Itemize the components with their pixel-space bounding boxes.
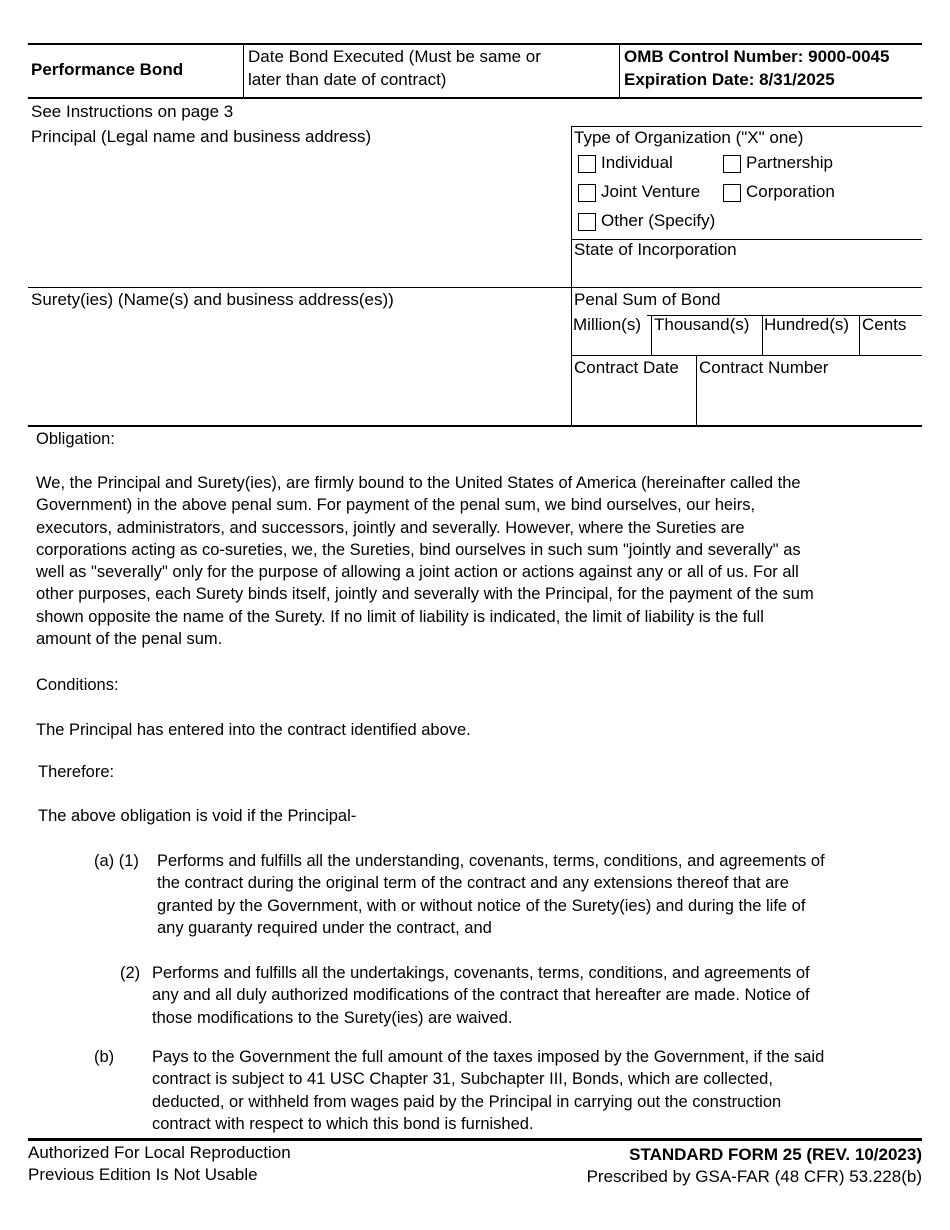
right-column-divider bbox=[571, 126, 572, 426]
penal-sum-label: Penal Sum of Bond bbox=[574, 290, 721, 309]
organization-label: Type of Organization ("X" one) bbox=[574, 128, 804, 147]
hundreds-input[interactable] bbox=[764, 336, 858, 354]
see-instructions: See Instructions on page 3 bbox=[31, 102, 234, 121]
thousands-label: Thousand(s) bbox=[654, 315, 750, 334]
item-b-line: contract with respect to which this bond is furnished. bbox=[152, 1114, 534, 1133]
cents-label: Cents bbox=[862, 315, 907, 334]
footer-rule bbox=[28, 1138, 922, 1141]
state-of-incorporation-label: State of Incorporation bbox=[574, 240, 737, 259]
corporation-label: Corporation bbox=[746, 182, 835, 201]
surety-input[interactable] bbox=[30, 313, 566, 423]
item-a2-line: any and all duly authorized modifications of the contract that hereafter are made. Notice of bbox=[152, 986, 810, 1005]
conditions-heading: Conditions: bbox=[36, 676, 119, 694]
header-divider-1 bbox=[243, 44, 244, 98]
obligation-line: other purposes, each Surety binds itself, jointly and severally with the Principal, for the payment of the sum bbox=[36, 585, 814, 604]
item-a1-line: Performs and fulfills all the understanding, covenants, terms, conditions, and agreements of bbox=[157, 852, 825, 870]
corporation-checkbox[interactable] bbox=[723, 184, 741, 202]
millions-input[interactable] bbox=[573, 336, 650, 354]
contract-date-input[interactable] bbox=[574, 381, 694, 423]
surety-top-border bbox=[28, 287, 922, 288]
date-executed-label-line2: later than date of contract) bbox=[248, 70, 447, 89]
obligation-line: executors, administrators, and successors, jointly and severally. However, where the Sureties are bbox=[36, 518, 745, 537]
item-b-text bbox=[152, 1046, 824, 1135]
obligation-line: corporations acting as co-sureties, we, the Sureties, bind ourselves in such sum "jointly and severally" as bbox=[36, 540, 801, 559]
therefore-text: The above obligation is void if the Principal- bbox=[38, 807, 357, 825]
expiration-date: Expiration Date: 8/31/2025 bbox=[624, 70, 835, 89]
item-a1-line: granted by the Government, with or without notice of the Surety(ies) and during the life of bbox=[157, 896, 806, 915]
obligation-line: amount of the penal sum. bbox=[36, 630, 223, 649]
item-b-line: Pays to the Government the full amount of the taxes imposed by the Government, if the said bbox=[152, 1048, 825, 1066]
top-border bbox=[28, 43, 922, 45]
partnership-checkbox[interactable] bbox=[723, 155, 741, 173]
item-a2-label: (2) bbox=[120, 964, 141, 982]
item-a1-line: any guaranty required under the contract, and bbox=[157, 918, 492, 937]
obligation-line: well as "severally" only for the purpose of allowing a joint action or actions against any or all of us. For all bbox=[36, 563, 799, 582]
item-b-label: (b) bbox=[94, 1048, 115, 1066]
item-a2-line: those modifications to the Surety(ies) are waived. bbox=[152, 1008, 513, 1027]
header-bottom-border bbox=[28, 97, 922, 99]
omb-control-number: OMB Control Number: 9000-0045 bbox=[624, 47, 890, 66]
obligation-line: shown opposite the name of the Surety. If no limit of liability is indicated, the limit of liability is the full bbox=[36, 607, 764, 626]
state-of-incorporation-input[interactable] bbox=[574, 262, 920, 286]
hundreds-label: Hundred(s) bbox=[764, 315, 850, 334]
item-a1-line: the contract during the original term of the contract and any extensions thereof that are bbox=[157, 874, 789, 893]
joint-venture-checkbox[interactable] bbox=[578, 184, 596, 202]
therefore-heading: Therefore: bbox=[38, 763, 115, 781]
thousands-input[interactable] bbox=[653, 336, 761, 354]
principal-label: Principal (Legal name and business address) bbox=[31, 127, 372, 146]
obligation-heading: Obligation: bbox=[36, 430, 115, 448]
contract-number-input[interactable] bbox=[699, 381, 920, 423]
obligation-line: Government) in the above penal sum. For payment of the penal sum, we bind ourselves, our heirs, bbox=[36, 496, 756, 515]
footer-previous-edition: Previous Edition Is Not Usable bbox=[28, 1165, 258, 1184]
individual-checkbox[interactable] bbox=[578, 155, 596, 173]
date-executed-label-line1: Date Bond Executed (Must be same or bbox=[248, 47, 541, 66]
contract-top-border bbox=[571, 355, 922, 356]
partnership-label: Partnership bbox=[746, 153, 833, 172]
standard-form-number: STANDARD FORM 25 (REV. 10/2023) bbox=[629, 1145, 922, 1164]
principal-input[interactable] bbox=[30, 150, 566, 284]
item-b-line: contract is subject to 41 USC Chapter 31, Subchapter III, Bonds, which are collected, bbox=[152, 1070, 773, 1089]
item-a1-text bbox=[157, 850, 825, 939]
header-divider-2 bbox=[619, 44, 620, 98]
item-b-line: deducted, or withheld from wages paid by the Principal in carrying out the construction bbox=[152, 1092, 782, 1111]
obligation-paragraph bbox=[36, 472, 814, 650]
joint-venture-label: Joint Venture bbox=[601, 182, 701, 201]
contract-number-label: Contract Number bbox=[699, 358, 829, 377]
contract-divider bbox=[696, 355, 697, 426]
penal-col-divider-1 bbox=[651, 315, 652, 355]
individual-label: Individual bbox=[601, 153, 673, 172]
item-a2-text bbox=[152, 962, 810, 1029]
penal-col-divider-3 bbox=[859, 315, 860, 355]
millions-label: Million(s) bbox=[573, 315, 641, 334]
footer-reproduction: Authorized For Local Reproduction bbox=[28, 1143, 291, 1162]
contract-date-label: Contract Date bbox=[574, 358, 679, 377]
obligation-line: We, the Principal and Surety(ies), are firmly bound to the United States of America (hereinafter called the bbox=[36, 474, 801, 492]
table-bottom-border bbox=[28, 425, 922, 427]
form-title: Performance Bond bbox=[31, 60, 184, 79]
cents-input[interactable] bbox=[861, 336, 921, 354]
other-checkbox[interactable] bbox=[578, 213, 596, 231]
penal-col-divider-2 bbox=[762, 315, 763, 355]
other-label: Other (Specify) bbox=[601, 211, 716, 230]
surety-label: Surety(ies) (Name(s) and business address(es)) bbox=[31, 290, 394, 309]
item-a2-line: Performs and fulfills all the undertakings, covenants, terms, conditions, and agreements of bbox=[152, 964, 810, 982]
conditions-text: The Principal has entered into the contract identified above. bbox=[36, 721, 471, 739]
prescribed-by: Prescribed by GSA-FAR (48 CFR) 53.228(b) bbox=[586, 1167, 922, 1186]
item-a1-label: (a) (1) bbox=[94, 852, 139, 870]
